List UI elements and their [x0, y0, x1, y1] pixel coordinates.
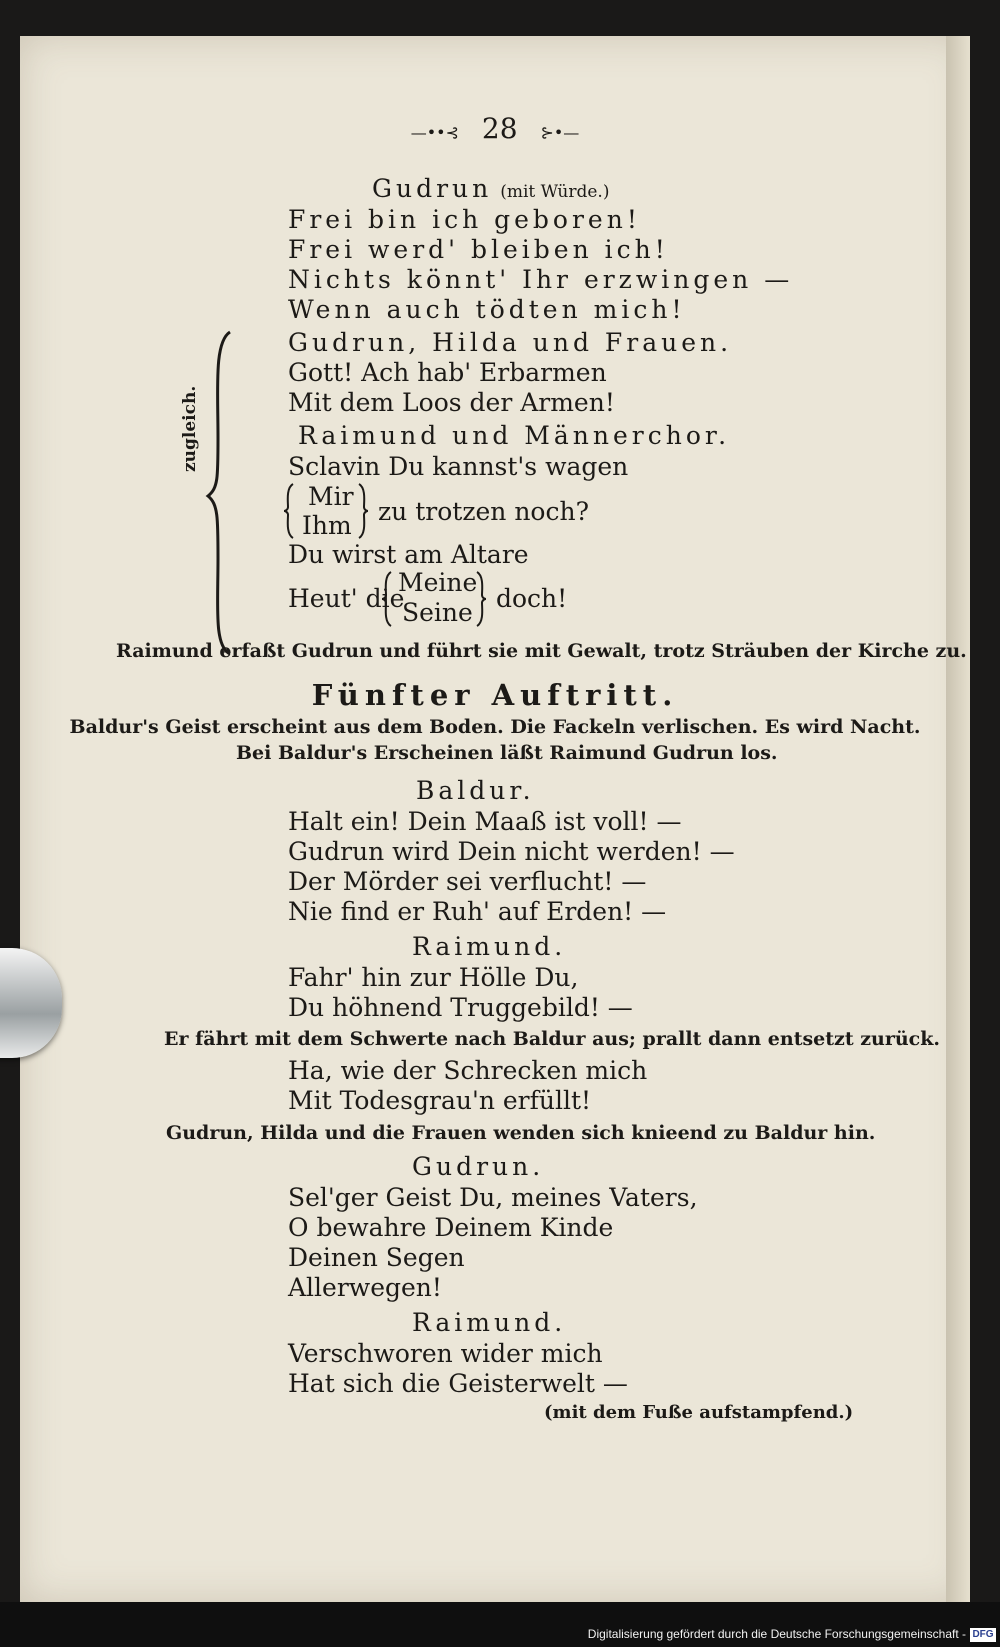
verse-line: Gott! Ach hab' Erbarmen: [288, 358, 607, 387]
verse-line: Mit dem Loos der Armen!: [288, 388, 615, 417]
verse-line: Sel'ger Geist Du, meines Vaters,: [288, 1183, 698, 1212]
verse-line: Deinen Segen: [288, 1243, 465, 1272]
ornament-left: —••⊰: [410, 123, 459, 142]
stage-direction-3: Gudrun, Hilda und die Frauen wenden sich knieend zu Baldur hin.: [166, 1122, 876, 1144]
speaker-group-men: Raimund und Männerchor.: [298, 421, 731, 450]
speaker-raimund-1: Raimund.: [412, 932, 567, 961]
verse-line: Nichts könnt' Ihr erzwingen —: [288, 265, 794, 294]
small-brace-left-2: [380, 570, 394, 628]
small-brace-right: [356, 482, 370, 540]
verse-line: Gudrun wird Dein nicht werden! —: [288, 837, 735, 866]
book-page: [20, 36, 970, 1602]
page-number-row: [20, 112, 970, 145]
speaker-gudrun-1: Gudrun (mit Würde.): [372, 174, 610, 203]
scene-direction-1: Baldur's Geist erscheint aus dem Boden. Die Fackeln verlischen. Es wird Nacht.: [69, 716, 921, 738]
small-brace-right-2: [474, 570, 488, 628]
verse-line: O bewahre Deinem Kinde: [288, 1213, 614, 1242]
verse-line: Sclavin Du kannst's wagen: [288, 452, 629, 481]
stage-direction-2: Er fährt mit dem Schwerte nach Baldur aus; prallt dann entsetzt zurück.: [164, 1028, 941, 1050]
verse-line: Wenn auch tödten mich!: [288, 295, 686, 324]
footer-bar: [0, 1602, 1000, 1647]
verse-line: Der Mörder sei verflucht! —: [288, 867, 647, 896]
dfg-logo: DFG: [970, 1628, 996, 1642]
stage-direction-1: Raimund erfaßt Gudrun und führt sie mit Gewalt, trotz Sträuben der Kirche zu.: [116, 640, 967, 662]
verse-line: Verschworen wider mich: [288, 1339, 603, 1368]
stage-direction-4: (mit dem Fuße aufstampfend.): [544, 1402, 854, 1423]
verse-line: doch!: [496, 584, 568, 613]
verse-line: Halt ein! Dein Maaß ist voll! —: [288, 807, 682, 836]
alternative-meine: Meine: [398, 568, 478, 597]
page-edge: [946, 36, 970, 1602]
verse-line: Allerwegen!: [288, 1273, 442, 1302]
verse-line: zu trotzen noch?: [378, 497, 589, 526]
ornament-right: ⊱•—: [540, 123, 580, 142]
verse-line: Heut' die: [288, 584, 405, 613]
scene-title: Fünfter Auftritt.: [311, 678, 679, 712]
alternative-seine: Seine: [402, 598, 473, 627]
verse-line: Fahr' hin zur Hölle Du,: [288, 963, 579, 992]
verse-line: Mit Todesgrau'n erfüllt!: [288, 1086, 592, 1115]
speaker-raimund-2: Raimund.: [412, 1308, 567, 1337]
speaker-gudrun-2: Gudrun.: [412, 1152, 545, 1181]
speaker-baldur: Baldur.: [416, 776, 535, 805]
footer-credit: Digitalisierung gefördert durch die Deutsche Forschungsgemeinschaft -: [587, 1627, 966, 1641]
scene-direction-2: Bei Baldur's Erscheinen läßt Raimund Gudrun los.: [236, 742, 778, 764]
stage-direction: (mit Würde.): [500, 182, 610, 202]
alternative-mir: Mir: [308, 482, 354, 511]
verse-line: Hat sich die Geisterwelt —: [288, 1369, 628, 1398]
verse-line: Frei bin ich geboren!: [288, 205, 641, 234]
verse-line: Frei werd' bleiben ich!: [288, 235, 669, 264]
verse-line: Du wirst am Altare: [288, 540, 529, 569]
large-brace: [204, 328, 240, 658]
verse-line: Ha, wie der Schrecken mich: [288, 1056, 648, 1085]
zugleich-label: zugleich.: [180, 385, 200, 472]
verse-line: Du höhnend Truggebild! —: [288, 993, 633, 1022]
alternative-ihm: Ihm: [302, 511, 352, 540]
page-number: 28: [481, 112, 518, 145]
small-brace-left: [282, 482, 296, 540]
verse-line: Nie find er Ruh' auf Erden! —: [288, 897, 667, 926]
speaker-group-women: Gudrun, Hilda und Frauen.: [288, 328, 733, 357]
